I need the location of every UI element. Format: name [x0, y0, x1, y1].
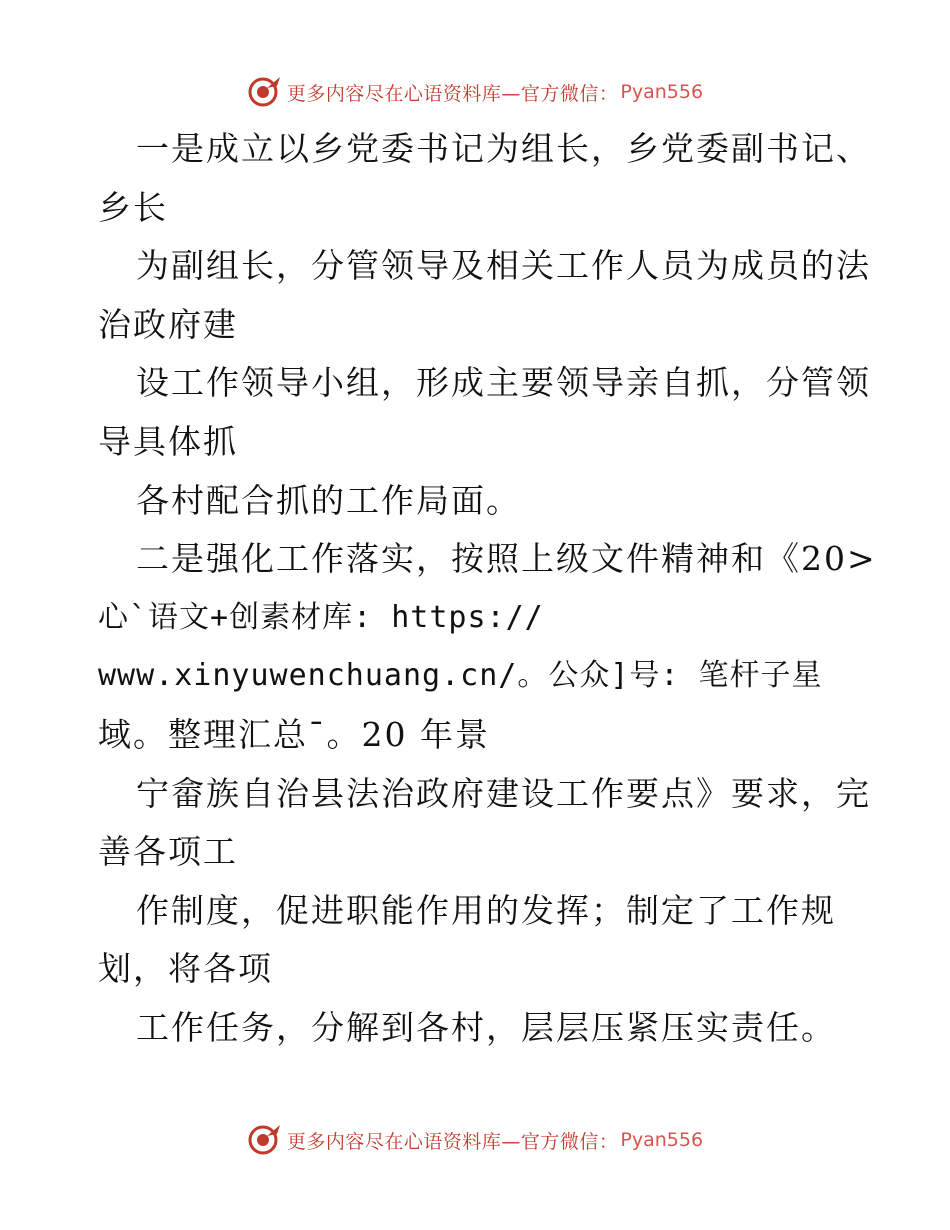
- pen-logo-icon: [247, 74, 283, 110]
- body-line: 二是强化工作落实，按照上级文件精神和《20>: [136, 539, 877, 579]
- footer-banner: [0, 1120, 950, 1160]
- header-wechat-id: Pyan556: [620, 81, 704, 103]
- body-line: 导具体抓: [98, 421, 238, 461]
- footer-wechat-id: Pyan556: [620, 1129, 704, 1151]
- body-line: 域。整理汇总¯。20 年景: [98, 714, 490, 754]
- header-banner-text: 更多内容尽在心语资料库—官方微信：: [286, 82, 619, 105]
- body-line: 乡长: [98, 187, 168, 227]
- body-line: 工作任务，分解到各村，层层压紧压实责任。: [136, 1007, 836, 1047]
- pen-logo-icon: [247, 1122, 283, 1158]
- body-line: 一是成立以乡党委书记为组长，乡党委副书记、: [136, 129, 871, 168]
- body-line: 心`语文+创素材库: https://: [98, 599, 544, 635]
- header-banner: [0, 72, 950, 112]
- body-line: 作制度，促进职能作用的发挥；制定了工作规: [136, 890, 836, 930]
- body-line: 为副组长，分管领导及相关工作人员为成员的法: [136, 246, 871, 286]
- body-line: 善各项工: [98, 832, 238, 872]
- footer-banner-text: 更多内容尽在心语资料库—官方微信：: [286, 1130, 619, 1153]
- document-body: [98, 120, 877, 1058]
- body-line: 治政府建: [98, 304, 238, 344]
- body-line: 宁畲族自治县法治政府建设工作要点》要求，完: [136, 773, 871, 813]
- body-line: www.xinyuwenchuang.cn/。公众]号: 笔杆子星: [98, 658, 823, 694]
- body-line: 划，将各项: [98, 949, 273, 989]
- body-line: 设工作领导小组，形成主要领导亲自抓，分管领: [136, 363, 871, 403]
- body-line: 各村配合抓的工作局面。: [136, 480, 521, 520]
